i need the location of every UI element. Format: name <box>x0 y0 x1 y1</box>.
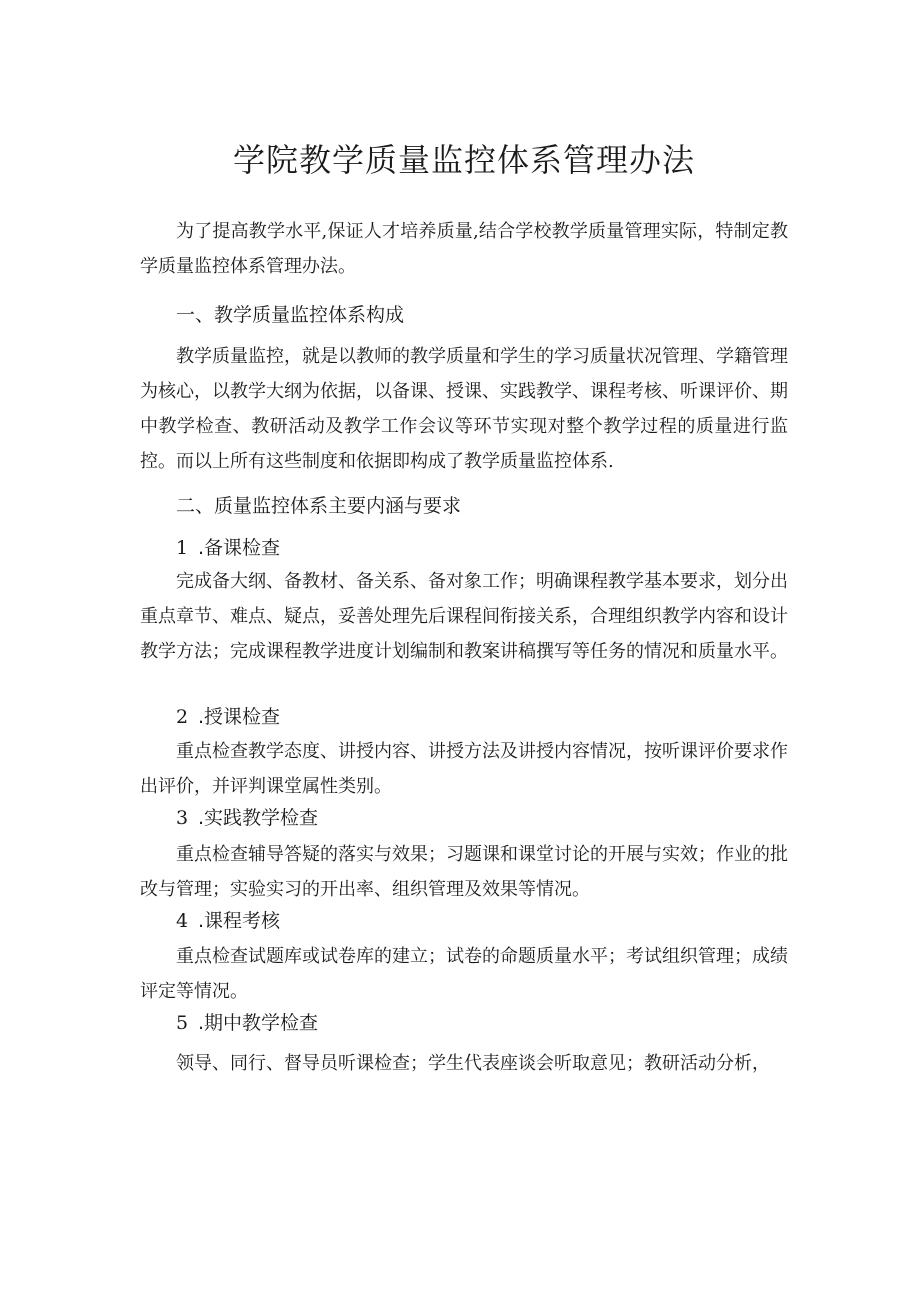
item-2-heading <box>176 702 280 733</box>
item-4-heading <box>176 906 280 937</box>
section-1-paragraph: 教学质量监控，就是以教师的教学质量和学生的学习质量状况管理、学籍管理为核心，以教学大纲为依据，以备课、授课、实践教学、课程考核、听课评价、期中教学检查、教研活动及教学工作会议等环节实现对整个教学过程的质量进行监控。而以上所有这些制度和依据即构成了教学质量监控体系. <box>140 346 788 472</box>
item-3-paragraph: 重点检查辅导答疑的落实与效果；习题课和课堂讨论的开展与实效；作业的批改与管理；实验实习的开出率、组织管理及效果等情况。 <box>140 844 788 900</box>
item-3-heading <box>176 803 318 834</box>
item-2-number: 2 <box>176 706 189 728</box>
item-2-label: .授课检查 <box>198 706 281 728</box>
item-4-label: .课程考核 <box>198 910 281 932</box>
item-5-label: .期中教学检查 <box>198 1012 319 1034</box>
item-2-paragraph: 重点检查教学态度、讲授内容、讲授方法及讲授内容情况，按听课评价要求作出评价，并评判课堂属性类别。 <box>140 741 788 797</box>
item-1-paragraph: 完成备大纲、备教材、备关系、备对象工作；明确课程教学基本要求，划分出重点章节、难点、疑点，妥善处理先后课程间衔接关系，合理组织教学内容和设计教学方法；完成课程教学进度计划编制和教案讲稿撰写等任务的情况和质量水平。 <box>140 571 788 662</box>
section-2-heading: 二、质量监控体系主要内涵与要求 <box>176 495 462 517</box>
item-5-number: 5 <box>176 1012 189 1034</box>
item-3-label: .实践教学检查 <box>198 807 319 829</box>
intro-paragraph: 为了提高教学水平,保证人才培养质量,结合学校教学质量管理实际，特制定教学质量监控体系管理办法。 <box>140 221 788 277</box>
item-4-number: 4 <box>176 910 189 932</box>
item-4-paragraph: 重点检查试题库或试卷库的建立；试卷的命题质量水平；考试组织管理；成绩评定等情况。 <box>140 946 788 1002</box>
item-1-heading <box>176 533 280 564</box>
item-1-label: .备课检查 <box>198 537 281 559</box>
item-5-heading <box>176 1008 318 1039</box>
item-3-number: 3 <box>176 807 189 829</box>
item-1-number: 1 <box>176 537 189 559</box>
section-1-heading: 一、教学质量监控体系构成 <box>176 304 405 326</box>
item-5-paragraph: 领导、同行、督导员听课检查；学生代表座谈会听取意见；教研活动分析， <box>176 1053 770 1074</box>
document-title: 学院教学质量监控体系管理办法 <box>232 141 695 179</box>
